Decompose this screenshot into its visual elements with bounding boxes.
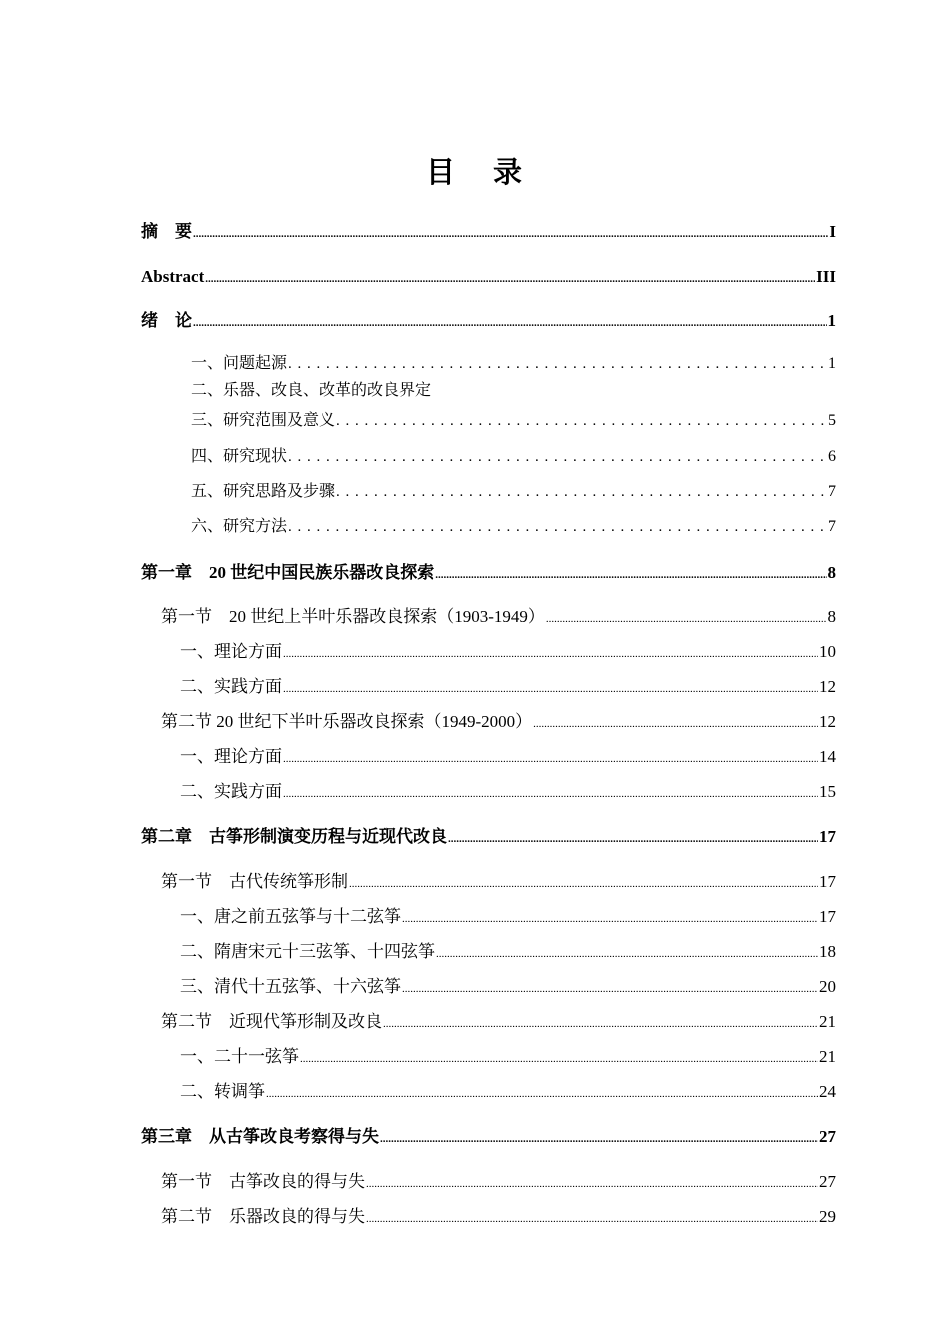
- dot-leader: [283, 746, 818, 772]
- dot-leader: [380, 1126, 818, 1152]
- dot-leader: [448, 826, 818, 852]
- dot-leader: [288, 351, 827, 377]
- toc-entry-chapter-3[interactable]: [141, 1124, 836, 1150]
- toc-label: 五、研究思路及步骤: [191, 483, 336, 500]
- toc-label: 第二节 20 世纪下半叶乐器改良探索（1949-2000）: [161, 712, 533, 731]
- toc-page-number: III: [816, 267, 836, 286]
- toc-label: 第二节 近现代筝形制及改良: [161, 1012, 382, 1031]
- toc-entry-item[interactable]: [180, 939, 836, 965]
- toc-page-number: 6: [828, 448, 836, 465]
- toc-label: 第二节 乐器改良的得与失: [161, 1207, 365, 1226]
- toc-page-number: 15: [819, 782, 836, 801]
- toc-label: 第一节 20 世纪上半叶乐器改良探索（1903-1949）: [161, 607, 545, 626]
- dot-leader: [288, 514, 827, 540]
- toc-page-number: 12: [819, 677, 836, 696]
- toc-label: 一、问题起源: [191, 355, 288, 372]
- dot-leader: [366, 1206, 818, 1232]
- toc-entry-intro[interactable]: [141, 308, 836, 334]
- dot-leader: [193, 221, 828, 247]
- dot-leader: [402, 906, 818, 932]
- toc-label: 一、唐之前五弦筝与十二弦筝: [180, 907, 401, 926]
- toc-page-number: 12: [819, 712, 836, 731]
- toc-entry-section[interactable]: [161, 1009, 836, 1035]
- toc-page-number: 27: [819, 1127, 836, 1146]
- dot-leader: [283, 676, 818, 702]
- dot-leader: [436, 941, 818, 967]
- dot-leader: [193, 310, 827, 336]
- toc-entry-intro-item[interactable]: [191, 514, 836, 540]
- toc-entry-intro-item[interactable]: [191, 351, 836, 377]
- toc-entry-section[interactable]: [161, 604, 836, 630]
- toc-label: 摘 要: [141, 222, 192, 241]
- toc-entry-abstract-cn[interactable]: [141, 219, 836, 245]
- toc-entry-item[interactable]: [180, 1044, 836, 1070]
- toc-label: 第二章 古筝形制演变历程与近现代改良: [141, 827, 447, 846]
- toc-entry-item[interactable]: [180, 639, 836, 665]
- toc-page-number: 29: [819, 1207, 836, 1226]
- toc-entry-intro-item[interactable]: [191, 378, 431, 404]
- toc-label: 二、实践方面: [180, 677, 282, 696]
- dot-leader: [336, 479, 827, 505]
- toc-entry-item[interactable]: [180, 904, 836, 930]
- toc-label: 六、研究方法: [191, 518, 288, 535]
- page-title: [0, 152, 950, 192]
- toc-label: 第三章 从古筝改良考察得与失: [141, 1127, 379, 1146]
- toc-entry-section[interactable]: [161, 709, 836, 735]
- toc-entry-section[interactable]: [161, 1204, 836, 1230]
- toc-label: 四、研究现状: [191, 448, 288, 465]
- dot-leader: [288, 444, 827, 470]
- toc-label: Abstract: [141, 267, 205, 286]
- toc-label: 第一章 20 世纪中国民族乐器改良探索: [141, 563, 435, 582]
- dot-leader: [366, 1171, 818, 1197]
- dot-leader: [283, 641, 818, 667]
- toc-entry-item[interactable]: [180, 1079, 836, 1105]
- dot-leader: [300, 1046, 818, 1072]
- toc-page-number: 24: [819, 1082, 836, 1101]
- toc-page-number: 10: [819, 642, 836, 661]
- toc-page-number: 17: [819, 907, 836, 926]
- dot-leader: [283, 781, 818, 807]
- toc-entry-chapter-2[interactable]: [141, 824, 836, 850]
- toc-page-number: 14: [819, 747, 836, 766]
- toc-page-number: 5: [828, 412, 836, 429]
- dot-leader: [349, 871, 818, 897]
- toc-label: 第一节 古代传统筝形制: [161, 872, 348, 891]
- toc-page-number: 17: [819, 827, 836, 846]
- toc-entry-chapter-1[interactable]: [141, 560, 836, 586]
- dot-leader: [546, 606, 827, 632]
- toc-page-number: 8: [827, 563, 836, 582]
- toc-label: 一、理论方面: [180, 642, 282, 661]
- toc-entry-intro-item[interactable]: [191, 408, 836, 434]
- title-char-1: 目: [425, 155, 457, 189]
- toc-page-number: 21: [819, 1012, 836, 1031]
- toc-label: 第一节 古筝改良的得与失: [161, 1172, 365, 1191]
- toc-entry-abstract-en[interactable]: [141, 264, 836, 290]
- toc-entry-intro-item[interactable]: [191, 444, 836, 470]
- toc-page-number: 7: [828, 518, 836, 535]
- dot-leader: [402, 976, 818, 1002]
- toc-entry-item[interactable]: [180, 779, 836, 805]
- toc-page-number: 1: [827, 311, 836, 330]
- toc-label: 二、实践方面: [180, 782, 282, 801]
- toc-label: 三、清代十五弦筝、十六弦筝: [180, 977, 401, 996]
- title-char-2: 录: [493, 155, 525, 189]
- toc-entry-intro-item[interactable]: [191, 479, 836, 505]
- toc-label: 二、转调筝: [180, 1082, 265, 1101]
- toc-page-number: 7: [828, 483, 836, 500]
- toc-label: 绪 论: [141, 311, 192, 330]
- toc-label: 二、乐器、改良、改革的改良界定: [191, 382, 432, 399]
- toc-page-number: 18: [819, 942, 836, 961]
- toc-label: 三、研究范围及意义: [191, 412, 336, 429]
- toc-page-number: 21: [819, 1047, 836, 1066]
- dot-leader: [336, 408, 827, 434]
- dot-leader: [266, 1081, 818, 1107]
- toc-page-number: 27: [819, 1172, 836, 1191]
- toc-page-number: 20: [819, 977, 836, 996]
- dot-leader: [435, 562, 826, 588]
- toc-entry-section[interactable]: [161, 869, 836, 895]
- toc-entry-section[interactable]: [161, 1169, 836, 1195]
- toc-page-number: 8: [827, 607, 836, 626]
- toc-page-number: I: [829, 222, 836, 241]
- toc-page-number: 1: [828, 355, 836, 372]
- dot-leader: [533, 711, 818, 737]
- toc-page-number: 17: [819, 872, 836, 891]
- toc-entry-item[interactable]: [180, 744, 836, 770]
- toc-label: 一、理论方面: [180, 747, 282, 766]
- dot-leader: [383, 1011, 818, 1037]
- toc-entry-item[interactable]: [180, 974, 836, 1000]
- toc-entry-item[interactable]: [180, 674, 836, 700]
- toc-label: 一、二十一弦筝: [180, 1047, 299, 1066]
- dot-leader: [205, 266, 815, 292]
- toc-label: 二、隋唐宋元十三弦筝、十四弦筝: [180, 942, 435, 961]
